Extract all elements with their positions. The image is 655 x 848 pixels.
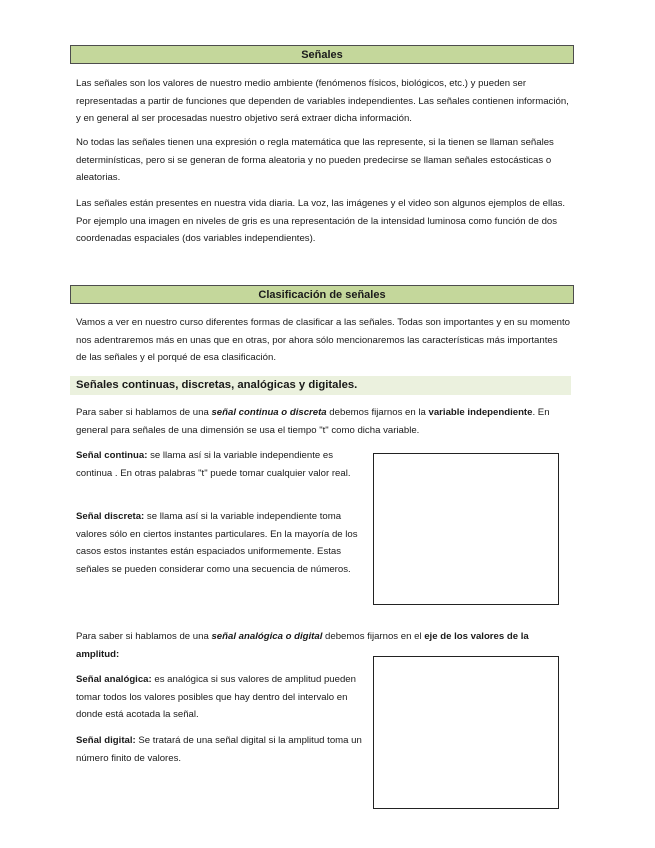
- paragraph-analogica-digital-intro: Para saber si hablamos de una señal analógica o digital debemos fijarnos en el eje de los valores de la amplitud:: [76, 631, 529, 660]
- paragraph-senal-analogica: Señal analógica: es analógica si sus valores de amplitud pueden tomar todos los valores posibles que hay dentro del intervalo en donde está acotada la señal.: [76, 674, 356, 720]
- subheading-senales-continuas: Señales continuas, discretas, analógicas y digitales.: [70, 376, 571, 395]
- paragraph-senales-vida-diaria: Las señales están presentes en nuestra vida diaria. La voz, las imágenes y el video son algunos ejemplos de ellas. Por ejemplo una imagen en niveles de gris es una representación de la intensidad luminosa como función de dos coordenadas espaciales (dos variables independientes).: [76, 198, 566, 244]
- figure-placeholder-analogica-digital: [373, 656, 559, 809]
- section-title-clasificacion: Clasificación de señales: [70, 285, 574, 304]
- paragraph-senales-deterministicas: No todas las señales tienen una expresión o regla matemática que las represente, si la tienen se llaman señales determinísticas, pero si se generan de forma aleatoria y no pueden predecirse se llaman señales estocásticas o aleatorias.: [76, 137, 554, 183]
- section-title-senales: Señales: [70, 45, 574, 64]
- paragraph-clasificacion-intro: Vamos a ver en nuestro curso diferentes formas de clasificar a las señales. Todas son importantes y en su momento nos adentraremos más en unas que en otras, por ahora sólo mencionaremos las características más importantes de las señales y el porqué de esa clasificación.: [76, 317, 570, 363]
- paragraph-senal-discreta: Señal discreta: se llama así si la variable independiente toma valores sólo en ciertos instantes particulares. En la mayoría de los casos estos instantes están espaciados uniformemente. Estas señales se pueden considerar como una secuencia de números.: [76, 511, 358, 575]
- paragraph-senal-digital: Señal digital: Se tratará de una señal digital si la amplitud toma un número finito de valores.: [76, 735, 362, 764]
- figure-placeholder-continua-discreta: [373, 453, 559, 605]
- paragraph-senales-definicion: Las señales son los valores de nuestro medio ambiente (fenómenos físicos, biológicos, etc.) y pueden ser representadas a partir de funciones que dependen de variables independientes. Las señales contienen información, y en general al ser procesadas nuestro objetivo será extraer dicha información.: [76, 78, 569, 124]
- paragraph-continua-discreta-intro: Para saber si hablamos de una señal continua o discreta debemos fijarnos en la variable independiente. En general para señales de una dimensión se usa el tiempo "t" como dicha variable.: [76, 407, 550, 436]
- paragraph-senal-continua: Señal continua: se llama así si la variable independiente es continua . En otras palabras "t" puede tomar cualquier valor real.: [76, 450, 351, 479]
